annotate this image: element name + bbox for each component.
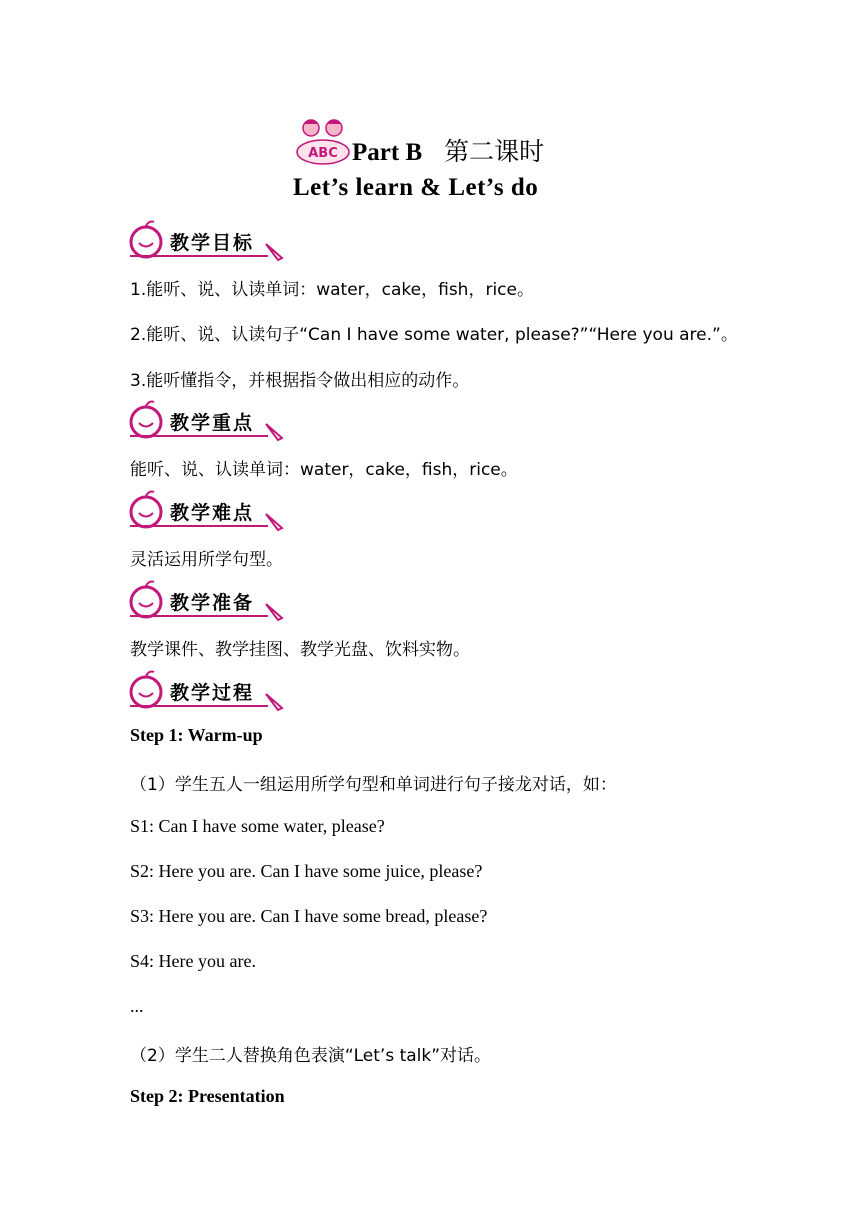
section-label: 教学过程 bbox=[170, 682, 255, 704]
lesson-title-block bbox=[290, 112, 570, 208]
difficulties-text: 灵活运用所学句型。 bbox=[130, 550, 283, 570]
goal-item-2: 2.能听、说、认读句子“Can I have some water, please?”“Here you are.”。 bbox=[130, 325, 738, 345]
section-heading-preparation bbox=[128, 580, 288, 622]
step1-line-1: （1）学生五人一组运用所学句型和单词进行句子接龙对话，如： bbox=[130, 775, 617, 795]
section-heading-process bbox=[128, 670, 288, 712]
step1-line-6: ... bbox=[130, 996, 144, 1016]
goal-item-3: 3.能听懂指令，并根据指令做出相应的动作。 bbox=[130, 371, 470, 391]
key-points-text: 能听、说、认读单词：water，cake，fish，rice。 bbox=[130, 460, 518, 480]
section-label: 教学准备 bbox=[170, 592, 255, 614]
preparation-text: 教学课件、教学挂图、教学光盘、饮料实物。 bbox=[130, 640, 470, 660]
lesson-label: 第二课时 bbox=[444, 137, 545, 166]
svg-text:ABC: ABC bbox=[308, 146, 338, 161]
step1-line-2: S1: Can I have some water, please? bbox=[130, 816, 385, 836]
step1-line-7: （2）学生二人替换角色表演“Let’s talk”对话。 bbox=[130, 1046, 492, 1066]
section-label: 教学难点 bbox=[170, 502, 255, 524]
step1-line-3: S2: Here you are. Can I have some juice, please? bbox=[130, 861, 483, 881]
section-heading-goals bbox=[128, 220, 288, 262]
section-heading-key-points bbox=[128, 400, 288, 442]
step1-title: Step 1: Warm-up bbox=[130, 725, 263, 745]
step1-line-5: S4: Here you are. bbox=[130, 951, 256, 971]
step1-line-4: S3: Here you are. Can I have some bread, please? bbox=[130, 906, 488, 926]
section-label: 教学重点 bbox=[170, 412, 255, 434]
section-label: 教学目标 bbox=[170, 232, 255, 254]
goal-item-1: 1.能听、说、认读单词：water，cake，fish，rice。 bbox=[130, 280, 534, 300]
section-heading-difficulties bbox=[128, 490, 288, 532]
step2-title: Step 2: Presentation bbox=[130, 1086, 285, 1106]
lesson-part-title bbox=[352, 132, 544, 168]
lesson-subtitle: Let’s learn & Let’s do bbox=[293, 174, 539, 201]
abc-kids-logo bbox=[294, 116, 352, 168]
part-label: Part B bbox=[352, 139, 423, 166]
